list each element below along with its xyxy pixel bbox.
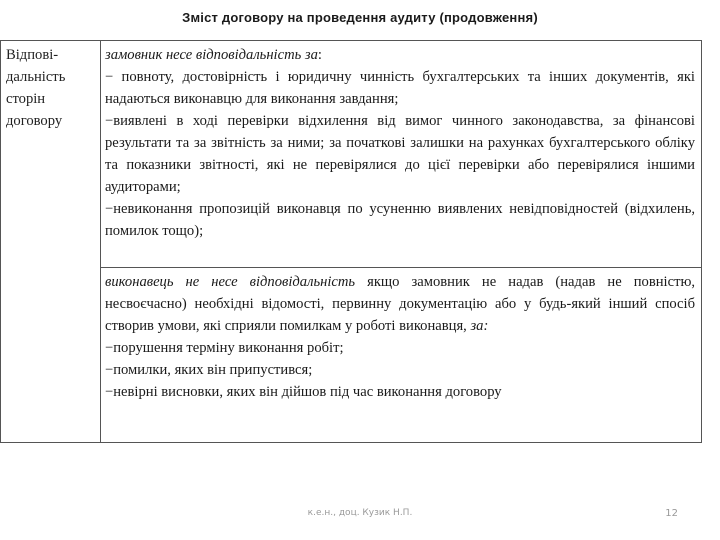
customer-heading: замовник несе відповідальність за (105, 47, 318, 63)
responsibility-label-cell (1, 41, 101, 443)
list-item: −невиконання пропозицій виконавця по усуненню виявлених невідповідностей (відхилень, помилок тощо); (105, 201, 695, 239)
responsibility-label: Відпові-дальність сторін договору (6, 47, 66, 129)
page-title: Зміст договору на проведення аудиту (продовження) (182, 10, 538, 25)
contractor-responsibility-cell (101, 268, 702, 443)
list-item: −помилки, яких він припустився; (105, 362, 313, 378)
contractor-body: якщо замовник не надав (надав не повністю, несвоєчасно) необхідні відомості, первинну документацію або у будь-який інший спосіб створив умови, які сприяли помилкам у роботі виконавця, (105, 274, 695, 334)
customer-heading-suffix: : (317, 47, 322, 63)
contractor-heading: виконавець не несе відповідальність (105, 274, 356, 290)
footer-author: к.е.н., доц. Кузик Н.П. (307, 508, 413, 518)
list-item: −невірні висновки, яких він дійшов під час виконання договору (105, 384, 502, 400)
page-number: 12 (665, 508, 678, 519)
table-row (1, 268, 702, 443)
list-item: −порушення терміну виконання робіт; (105, 340, 344, 356)
contractor-body-tail: за: (470, 318, 489, 334)
list-item: − повноту, достовірність і юридичну чинність бухгалтерських та інших документів, які надаються виконавцю для виконання завдання; (105, 69, 695, 107)
contract-content-table (0, 40, 702, 443)
customer-responsibility-cell (101, 41, 702, 268)
list-item: −виявлені в ході перевірки відхилення від вимог чинного законодавства, за фінансові результати та за звітність за ними; за початкові залишки на рахунках бухгалтерського обліку та показники звітності, які не перевірялися до цієї перевірки або перевірялися іншими аудиторами; (105, 113, 695, 195)
table-row (1, 41, 702, 268)
